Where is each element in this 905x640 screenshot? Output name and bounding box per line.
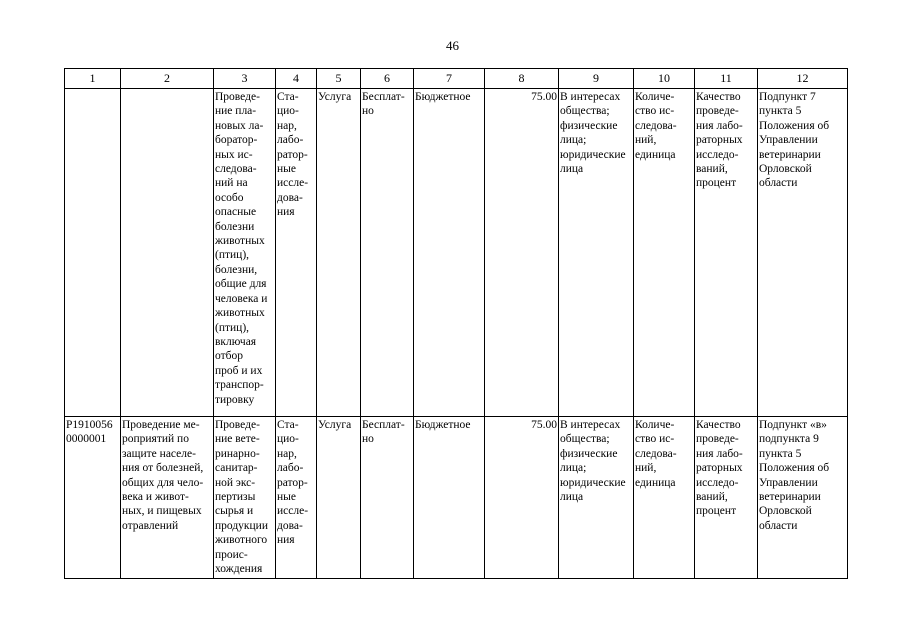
work-content-cell: Проведе- ние пла- новых ла- боратор- ных ис- следова- ний на особо опасные болезни животных (птиц), болезни, общие для человека и животных (птиц), включая отбор проб и их транспор- тировку xyxy=(214,89,276,417)
legal-basis-cell: Подпункт 7 пункта 5 Положения об Управлении ветеринарии Орловской области xyxy=(758,89,848,417)
registry-number-cell xyxy=(65,89,121,417)
column-header-3: 3 xyxy=(214,69,276,89)
column-header-7: 7 xyxy=(414,69,485,89)
type-cell: Услуга xyxy=(317,417,361,579)
payment-cell: Бесплат- но xyxy=(361,89,414,417)
payment-cell: Бесплат- но xyxy=(361,417,414,579)
column-header-10: 10 xyxy=(634,69,695,89)
quality-indicator-cell: Качество проведе- ния лабо- раторных исследо- ваний, процент xyxy=(695,89,758,417)
institution-type-cell: Бюджетное xyxy=(414,417,485,579)
column-header-4: 4 xyxy=(276,69,317,89)
table-row xyxy=(65,89,848,417)
delivery-form-cell: Ста- цио- нар, лабо- ратор- ные иссле- дова- ния xyxy=(276,417,317,579)
delivery-form-cell: Ста- цио- нар, лабо- ратор- ные иссле- дова- ния xyxy=(276,89,317,417)
registry-number-cell: Р1910056 0000001 xyxy=(65,417,121,579)
column-header-2: 2 xyxy=(121,69,214,89)
column-header-11: 11 xyxy=(695,69,758,89)
consumers-cell: В интересах общества; физические лица; юридические лица xyxy=(559,417,634,579)
column-header-5: 5 xyxy=(317,69,361,89)
page-number: 46 xyxy=(446,38,459,53)
code-cell: 75.00 xyxy=(485,417,559,579)
code-cell: 75.00 xyxy=(485,89,559,417)
legal-basis-cell: Подпункт «в» подпункта 9 пункта 5 Положения об Управлении ветеринарии Орловской области xyxy=(758,417,848,579)
quality-indicator-cell: Качество проведе- ния лабо- раторных исследо- ваний, процент xyxy=(695,417,758,579)
institution-type-cell: Бюджетное xyxy=(414,89,485,417)
table-header-row xyxy=(65,69,848,89)
column-header-12: 12 xyxy=(758,69,848,89)
column-header-8: 8 xyxy=(485,69,559,89)
services-table xyxy=(64,68,848,579)
volume-indicator-cell: Количе- ство ис- следова- ний, единица xyxy=(634,89,695,417)
type-cell: Услуга xyxy=(317,89,361,417)
column-header-6: 6 xyxy=(361,69,414,89)
column-header-9: 9 xyxy=(559,69,634,89)
volume-indicator-cell: Количе- ство ис- следова- ний, единица xyxy=(634,417,695,579)
work-content-cell: Проведе- ние вете- ринарно- санитар- ной экс- пертизы сырья и продукции животного проис- хождения xyxy=(214,417,276,579)
consumers-cell: В интересах общества; физические лица; юридические лица xyxy=(559,89,634,417)
column-header-1: 1 xyxy=(65,69,121,89)
table-row xyxy=(65,417,848,579)
function-name-cell: Проведение ме- роприятий по защите населе- ния от болезней, общих для чело- века и живот- ных, и пищевых отравлений xyxy=(121,417,214,579)
function-name-cell xyxy=(121,89,214,417)
